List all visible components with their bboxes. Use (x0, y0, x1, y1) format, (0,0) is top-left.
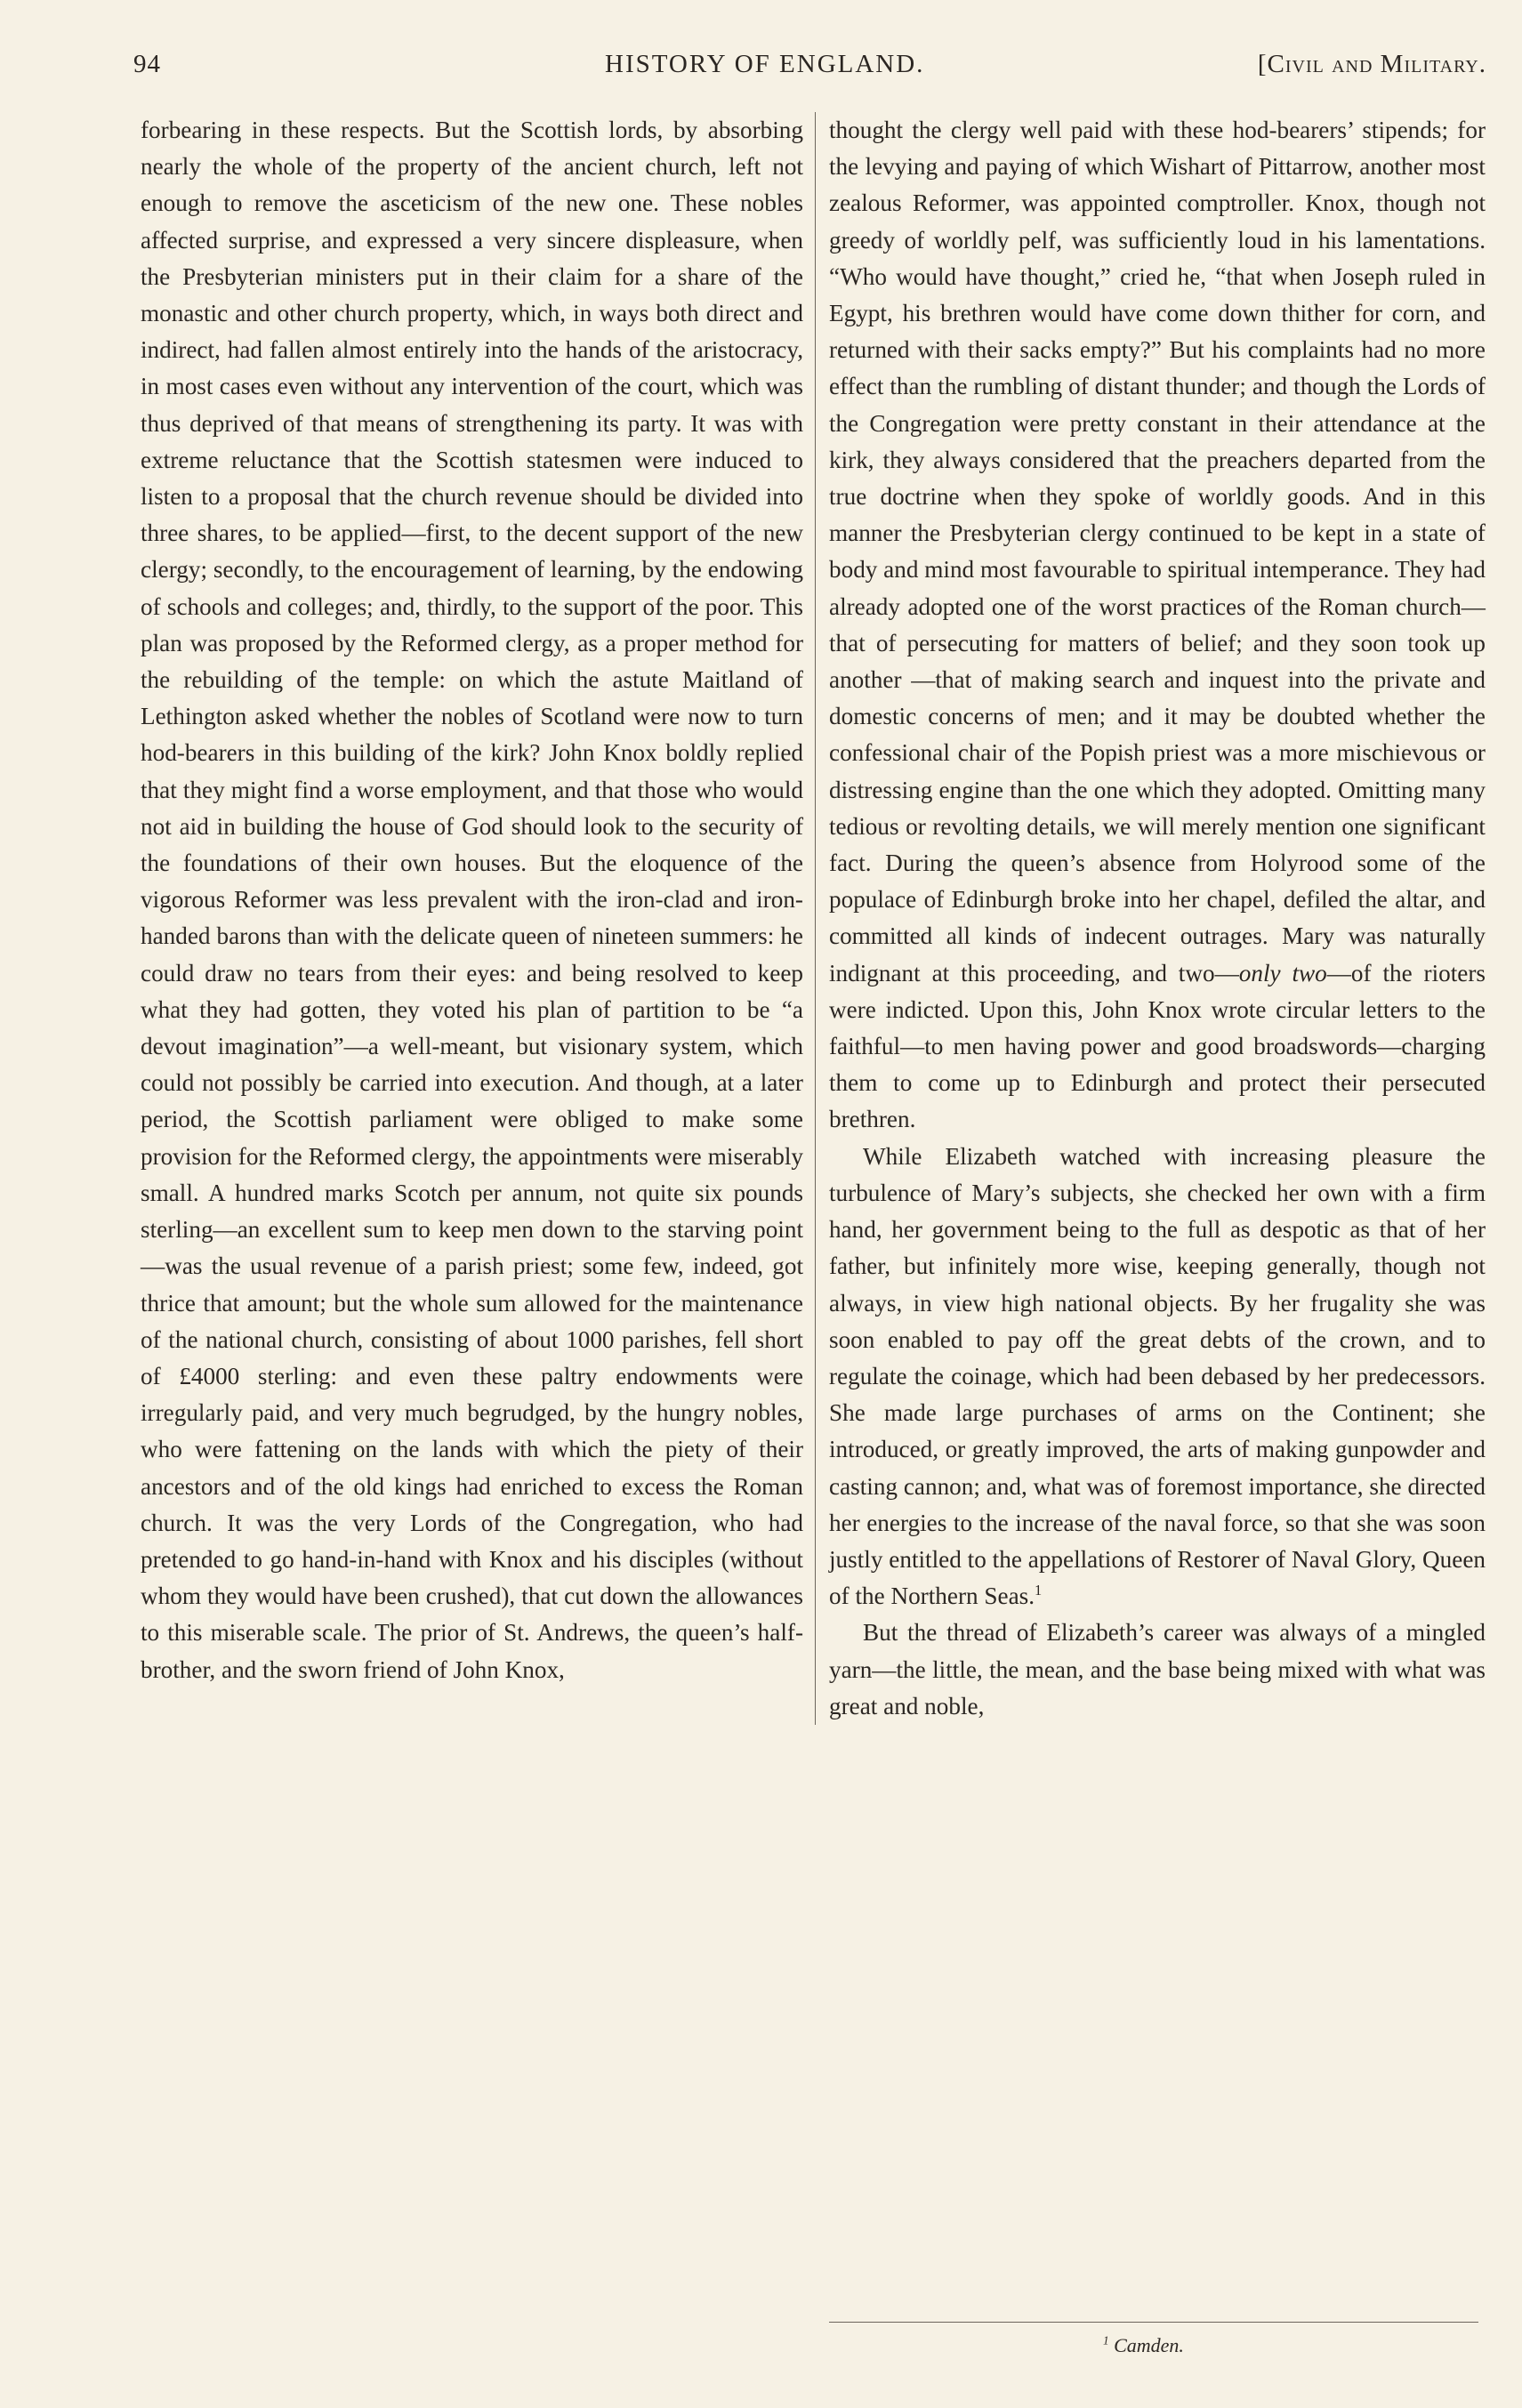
right-paragraph-1-text-a: thought the clergy well paid with these hod-bearers’ stipends; for the levying and paying of which Wishart of Pittarrow, another most zealous Reformer, was appointed comptroller. Knox, though not greedy of worldly pelf, was sufficiently loud in his lamentations. “Who would have thought,” cried he, “that when Joseph ruled in Egypt, his brethren would have come down thither for corn, and returned with their sacks empty?” But his complaints had no more effect than the rumbling of distant thunder; and though the Lords of the Congregation were pretty constant in their attendance at the kirk, they always considered that the preachers departed from the true doctrine when they spoke of worldly goods. And in this manner the Presbyterian clergy continued to be kept in a state of body and mind most favourable to spiritual intemperance. They had already adopted one of the worst practices of the Roman church—that of persecuting for matters of belief; and they soon took up another —that of making search and inquest into the private and domestic concerns of men; and it may be doubted whether the confessional chair of the Popish priest was a more mischievous or distressing engine than the one which they adopted. Omitting many tedious or revolting details, we will merely mention one significant fact. During the queen’s absence from Holyrood some of the populace of Edinburgh broke into her chapel, defiled the altar, and committed all kinds of indecent outrages. Mary was naturally indignant at this proceeding, and two— (829, 117, 1486, 987)
column-divider (815, 112, 816, 1725)
running-title: HISTORY OF ENGLAND. (605, 50, 925, 78)
page-number: 94 (133, 50, 161, 78)
footnote-reference: 1 (1035, 1582, 1043, 1599)
footnote-rule (829, 2322, 1478, 2323)
running-head (133, 50, 1486, 85)
right-paragraph-3: But the thread of Elizabeth’s career was always of a mingled yarn—the little, the mean, and the base being mixed with what was great and noble, (829, 1619, 1486, 1719)
right-paragraph-2-text: While Elizabeth watched with increasing pleasure the turbulence of Mary’s subjects, she checked her own with a firm hand, her government being to the full as despotic as that of her father, but infinitely more wise, keeping generally, though not always, in view high national objects. By her frugality she was soon enabled to pay off the great debts of the crown, and to regulate the coinage, which had been debased by her predecessors. She made large purchases of arms on the Continent; she introduced, or greatly improved, the arts of making gunpowder and casting cannon; and, what was of foremost importance, she directed her energies to the increase of the naval force, so that she was soon justly entitled to the appellations of Restorer of Naval Glory, Queen of the Northern Seas. (829, 1142, 1486, 1610)
right-paragraph-1-text-b: —of the rioters were indicted. Upon this, John Knox wrote circular letters to the faithful—to men having power and good broadswords—charging them to come up to Edinburgh and protect their persecuted brethren. (829, 959, 1486, 1133)
running-section: [Civil and Military. (1257, 50, 1486, 78)
right-paragraph-1 (829, 112, 1486, 1139)
emphasis-only-two: only two (1238, 959, 1327, 987)
footnote (1103, 2334, 1184, 2357)
right-paragraph-2 (829, 1139, 1486, 1615)
right-column (829, 112, 1486, 1725)
footnote-marker: 1 (1103, 2333, 1109, 2348)
left-paragraph-1: forbearing in these respects. But the Scottish lords, by absorbing nearly the whole of the property of the ancient church, left not enough to remove the asceticism of the new one. These nobles affected surprise, and expressed a very sincere displeasure, when the Presbyterian ministers put in their claim for a share of the monastic and other church property, which, in ways both direct and indirect, had fallen almost entirely into the hands of the aristocracy, in most cases even without any intervention of the court, which was thus deprived of that means of strengthening its party. It was with extreme reluctance that the Scottish statesmen were induced to listen to a proposal that the church revenue should be divided into three shares, to be applied—first, to the decent support of the new clergy; secondly, to the encouragement of learning, by the endowing of schools and colleges; and, thirdly, to the support of the poor. This plan was proposed by the Reformed clergy, as a proper method for the rebuilding of the temple: on which the astute Maitland of Lethington asked whether the nobles of Scotland were now to turn hod-bearers in this building of the kirk? John Knox boldly replied that they might find a worse employment, and that those who would not aid in building the house of God should look to the security of the foundations of their own houses. But the eloquence of the vigorous Reformer was less prevalent with the iron-clad and iron-handed barons than with the delicate queen of nineteen summers: he could draw no tears from their eyes: and being resolved to keep what they had gotten, they voted his plan of partition to be “a devout imagination”—a well-meant, but visionary system, which could not possibly be carried into execution. And though, at a later period, the Scottish parliament were obliged to make some provision for the Reformed clergy, the appointments were miserably small. A hundred marks Scotch per annum, not quite six pounds sterling—an excellent sum to keep men down to the starving point —was the usual revenue of a parish priest; some few, indeed, got thrice that amount; but the whole sum allowed for the maintenance of the national church, consisting of about 1000 parishes, fell short of £4000 sterling: and even these paltry endowments were irregularly paid, and very much begrudged, by the hungry nobles, who were fattening on the lands with which the piety of their ancestors and of the old kings had enriched to excess the Roman church. It was the very Lords of the Congregation, who had pretended to go hand-in-hand with Knox and his disciples (without whom they would have been crushed), that cut down the allowances to this miserable scale. The prior of St. Andrews, the queen’s half-brother, and the sworn friend of John Knox, (141, 117, 803, 1683)
footnote-text: Camden. (1114, 2334, 1184, 2356)
left-column (141, 112, 803, 1688)
